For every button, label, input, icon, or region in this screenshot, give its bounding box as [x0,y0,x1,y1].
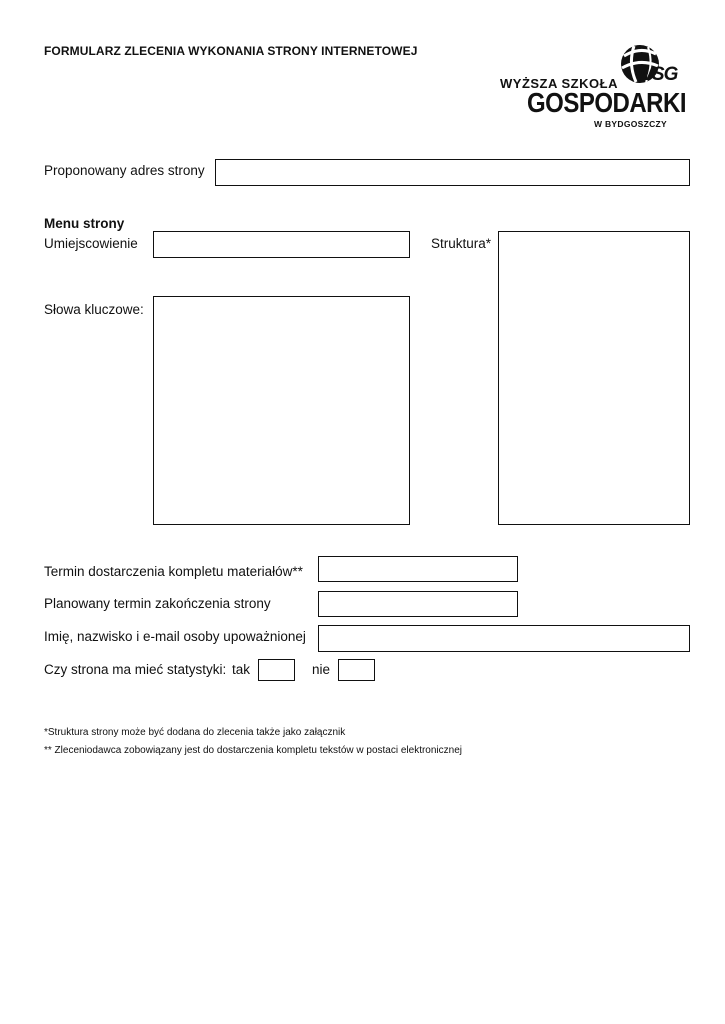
university-logo [498,42,688,129]
contact-input[interactable] [319,626,689,651]
stats-no-checkbox[interactable] [338,659,375,681]
contact-field[interactable] [318,625,690,652]
structure-field[interactable] [498,231,690,525]
address-input[interactable] [216,160,689,185]
delivery-label: Termin dostarczenia kompletu materiałów** [44,564,303,579]
stats-yes-checkbox[interactable] [258,659,295,681]
stats-label: Czy strona ma mieć statystyki: [44,662,227,677]
completion-field[interactable] [318,591,518,617]
logo-line-2: GOSPODARKI [527,88,687,120]
address-label: Proponowany adres strony [44,163,205,178]
menu-heading: Menu strony [44,216,125,231]
footnote-structure: *Struktura strony może być dodana do zlecenia także jako załącznik [44,727,346,738]
structure-textarea[interactable] [499,232,689,524]
stats-no-label: nie [312,662,331,677]
structure-label: Struktura* [431,236,492,251]
address-field[interactable] [215,159,690,186]
delivery-input[interactable] [319,557,517,581]
logo-mark: WSG [635,64,678,85]
placement-label: Umiejscowienie [44,236,138,251]
contact-label: Imię, nazwisko i e-mail osoby upoważnionej [44,629,306,644]
placement-field[interactable] [153,231,410,258]
keywords-field[interactable] [153,296,410,525]
delivery-field[interactable] [318,556,518,582]
logo-line-3: W BYDGOSZCZY [594,119,668,129]
completion-input[interactable] [319,592,517,616]
placement-input[interactable] [154,232,409,257]
footnote-materials: ** Zleceniodawca zobowiązany jest do dostarczenia kompletu tekstów w postaci elektronicznej [44,745,462,756]
stats-yes-label: tak [232,662,251,677]
logo-line-1: WYŻSZA SZKOŁA [500,76,618,91]
completion-label: Planowany termin zakończenia strony [44,596,271,611]
keywords-label: Słowa kluczowe: [44,302,144,317]
keywords-textarea[interactable] [154,297,409,524]
form-title: FORMULARZ ZLECENIA WYKONANIA STRONY INTERNETOWEJ [44,44,418,58]
